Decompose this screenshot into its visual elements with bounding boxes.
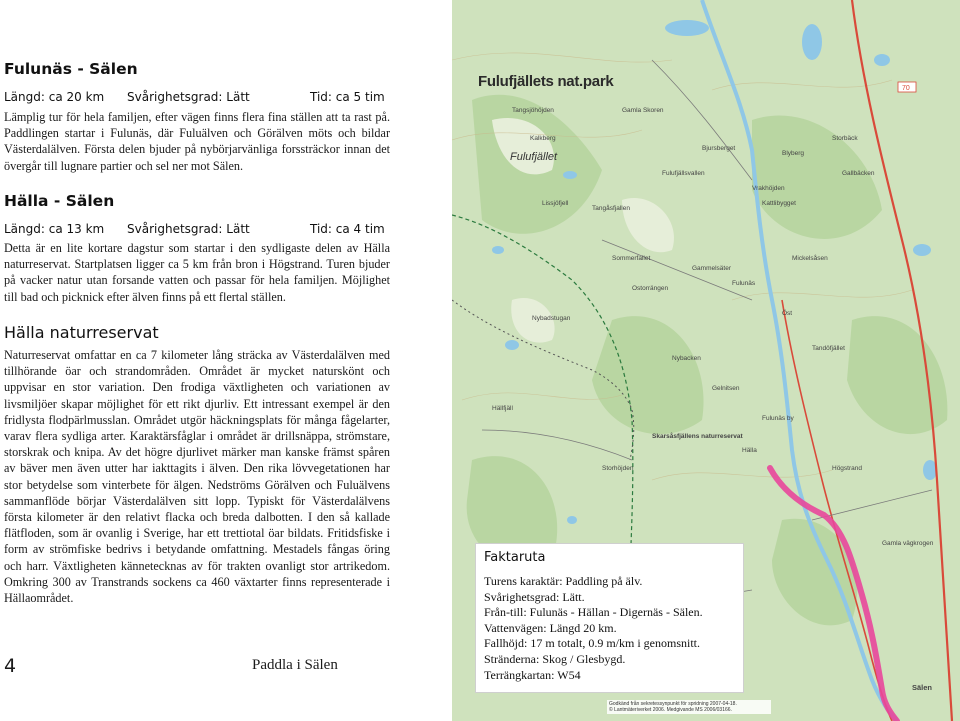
- map-label: Tangåsfjallen: [592, 205, 630, 212]
- copyright-line: Godkänd från sekretessynpunkt för spridning 2007-04-18.: [609, 701, 737, 707]
- map-label: Gallbäcken: [842, 170, 875, 177]
- map-label: Storhöjden: [602, 465, 634, 472]
- map-label: Bjursberget: [702, 145, 736, 152]
- map-label: Nybacken: [672, 355, 701, 362]
- fact-line: Från-till: Fulunäs - Hällan - Digernäs - Sälen.: [484, 605, 703, 620]
- copyright-line: © Lantmäteriverket 2006. Medgivande MS 2006/03166.: [609, 707, 732, 713]
- mountain-label: Fulufjället: [510, 151, 558, 163]
- route-difficulty: Svårighetsgrad: Lätt: [127, 90, 250, 104]
- map-label: Kalkberg: [530, 135, 556, 142]
- map-label: Nybadstugan: [532, 315, 571, 322]
- map-label: Kattlibygget: [762, 200, 796, 207]
- route-difficulty: Svårighetsgrad: Lätt: [127, 222, 250, 236]
- national-park-label: Fulufjällets nat.park: [478, 73, 614, 90]
- route-time: Tid: ca 4 tim: [310, 222, 385, 236]
- fact-line: Svårighetsgrad: Lätt.: [484, 589, 585, 604]
- route-length: Längd: ca 20 km: [4, 90, 105, 104]
- map-label: Gammelsäter: [692, 265, 732, 272]
- fact-line: Terrängkartan: W54: [484, 667, 581, 682]
- map-label: Fulufjällsvallen: [662, 170, 705, 177]
- route-length: Längd: ca 13 km: [4, 222, 105, 236]
- map-label: Blyberg: [782, 150, 805, 157]
- page-number: 4: [4, 655, 17, 677]
- map-label: Hällfjäll: [492, 405, 513, 412]
- map-label: Fulunäs: [732, 280, 756, 287]
- map-label: Lissjöfjell: [542, 200, 569, 207]
- section-paragraph: Detta är en lite kortare dagstur som startar i den sydligaste delen av Hälla naturreservat. Startplatsen ligger ca 5 km från bron i Högstrand. Turen bjuder på vacker natur utan forsande vatten och passar för hela familjen. Möjlighet till bad och picknick efter älven finns på ett flertal ställen.: [4, 241, 390, 304]
- map-label: Sommerfallet: [612, 255, 651, 262]
- section-title-halla-salen: Hälla - Sälen: [4, 192, 115, 210]
- page-footer-title: Paddla i Sälen: [252, 657, 338, 673]
- fact-line: Fallhöjd: 17 m totalt, 0.9 m/km i genomsnitt.: [484, 636, 700, 651]
- map-label: Skarsåsfjällens naturreservat: [652, 433, 743, 440]
- map-label: Hälla: [742, 447, 757, 454]
- map-label: Vrakhöjden: [752, 185, 785, 192]
- route-meta-2: [4, 222, 444, 238]
- map-label: Ostorrängen: [632, 285, 669, 292]
- fact-line: Vattenvägen: Längd 20 km.: [484, 620, 617, 635]
- road-number: 70: [902, 85, 910, 92]
- section-title-halla-naturreservat: Hälla naturreservat: [4, 323, 159, 342]
- fact-line: Stränderna: Skog / Glesbygd.: [484, 651, 626, 666]
- fact-box: [475, 543, 744, 693]
- map-label: Storbäck: [832, 135, 858, 142]
- section-paragraph: Naturreservat omfattar en ca 7 kilometer lång sträcka av Västerdalälven med tillhörande öar och strandområden. Området är mycket naturskönt och uppvisar en stor variation. Den frodiga växtligheten och variationen av livsmiljöer skapar möjlighet för ett rikt djurliv. Ett intressant exempel är den fridlysta flodpärlmusslan. Området utgör häckningsplats för många fågelarter, varav flera sydliga arter. Karaktärsfåglar i området är drillsnäppa, strömstare, storskrak och knipa. Av det högre djurlivet märker man kanske främst spåren av bäver men även utter har iakttagits i älven. Den rika lövvegetationen har stor betydelse som vinterbete för älgen. Nedströms Görälven och Fuluälvens sammanflöde börjar Västerdalälven sitt lopp. Typiskt för Västerdalälvens första kilometer är den relativt flacka och breda dalbotten. I den så kallade flätfloden, som är ovanlig i Sverige, har ett trettiotal öar bildats. Fritidsfiske i form av strömfiske bedrivs i betydande omfattning. Mestadels fångas öring och harr. Växtligheten kännetecknas av för trakten ovanligt stor artrikedom. Omkring 300 av Transtrands sockens ca 460 växtarter finns representerade i Hällaområdet.: [4, 348, 390, 606]
- map-label: Gelnitsen: [712, 385, 740, 392]
- map-copyright: [607, 700, 771, 714]
- section-title-fulunas-salen: Fulunäs - Sälen: [4, 60, 138, 78]
- map-label: Tandöfjället: [812, 345, 845, 352]
- map-label: Öst: [782, 310, 793, 317]
- route-meta-1: [4, 90, 444, 106]
- fact-line: Turens karaktär: Paddling på älv.: [484, 574, 643, 588]
- lakes: [492, 20, 937, 524]
- map-label: Gamla Skoren: [622, 107, 664, 114]
- map-label: Fulunäs by: [762, 415, 794, 422]
- map-label: Gamla vägkrogen: [882, 540, 934, 547]
- map-label: Sälen: [912, 683, 933, 692]
- map-label: Mickelsåsen: [792, 255, 828, 262]
- map-label: Tangsjöhöjden: [512, 107, 554, 114]
- fact-box-title: Faktaruta: [484, 550, 546, 565]
- map-label: Högstrand: [832, 465, 862, 472]
- text-column: [0, 0, 452, 721]
- section-paragraph: Lämplig tur för hela familjen, efter vägen finns flera fina ställen att ta rast på. Paddlingen startar i Fulunäs, där Fuluälven och Görälven möts och bildar Västerdalälven. Första delen bjuder på nybörjarvänliga forssträckor innan det övergår till lugnare partier och sel ner mot Sälen.: [4, 110, 390, 173]
- route-time: Tid: ca 5 tim: [310, 90, 385, 104]
